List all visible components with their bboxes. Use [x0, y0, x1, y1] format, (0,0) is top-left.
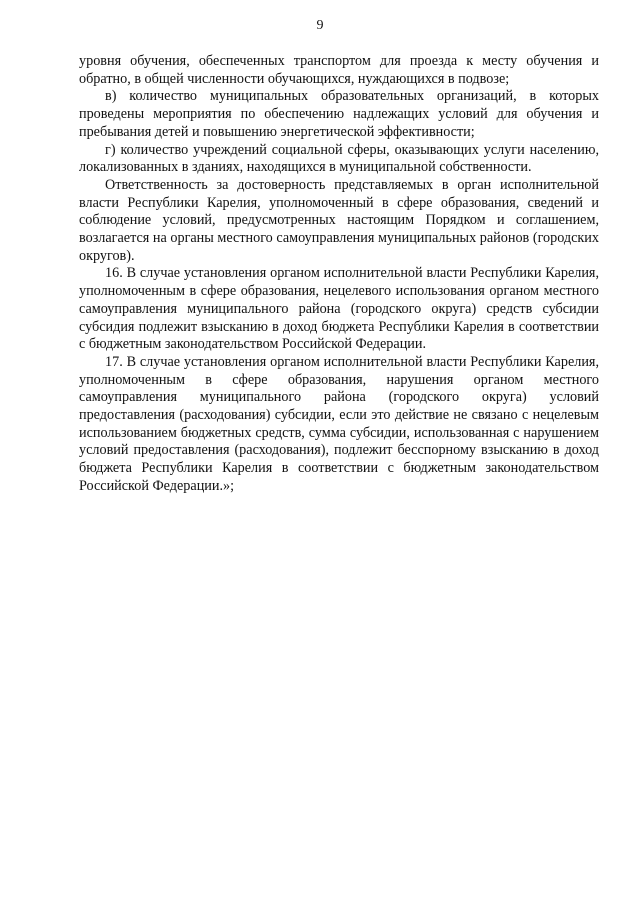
paragraph-item-g: г) количество учреждений социальной сферы, оказывающих услуги населению, локализованных в зданиях, находящихся в муниципальной собственности. [79, 141, 599, 176]
paragraph-continuation: уровня обучения, обеспеченных транспортом для проезда к месту обучения и обратно, в общей численности обучающихся, нуждающихся в подвозе; [79, 53, 599, 87]
paragraph-responsibility: Ответственность за достоверность представляемых в орган исполнительной власти Республики Карелия, уполномоченный в сфере образования, сведений и соблюдение условий, предусмотренных настоящим Порядком и соглашением, возлагается на органы местного самоуправления муниципальных районов (городских округов). [79, 176, 599, 264]
paragraph-item-17: 17. В случае установления органом исполнительной власти Республики Карелия, уполномоченным в сфере образования, нарушения органом местного самоуправления муниципального района (городского округа) условий предоставления (расходования) субсидии, если это действие не связано с нецелевым использованием бюджетных средств, сумма субсидии, использованная с нарушением условий предоставления (расходования), подлежит бесспорному взысканию в доход бюджета Республики Карелия в соответствии с бюджетным законодательством Российской Федерации.»; [79, 353, 599, 494]
page-number: 9 [316, 18, 324, 33]
paragraph-item-v: в) количество муниципальных образовательных организаций, в которых проведены мероприятия по обеспечению надлежащих условий для обучения и пребывания детей и повышению энергетической эффективности; [79, 88, 599, 140]
document-body [79, 53, 599, 496]
paragraph-item-16: 16. В случае установления органом исполнительной власти Республики Карелия, уполномоченным в сфере образования, нецелевого использования органом местного самоуправления муниципального района (городского округа) средств субсидии субсидия подлежит взысканию в доход бюджета Республики Карелия в соответствии с бюджетным законодательством Российской Федерации. [79, 265, 599, 353]
